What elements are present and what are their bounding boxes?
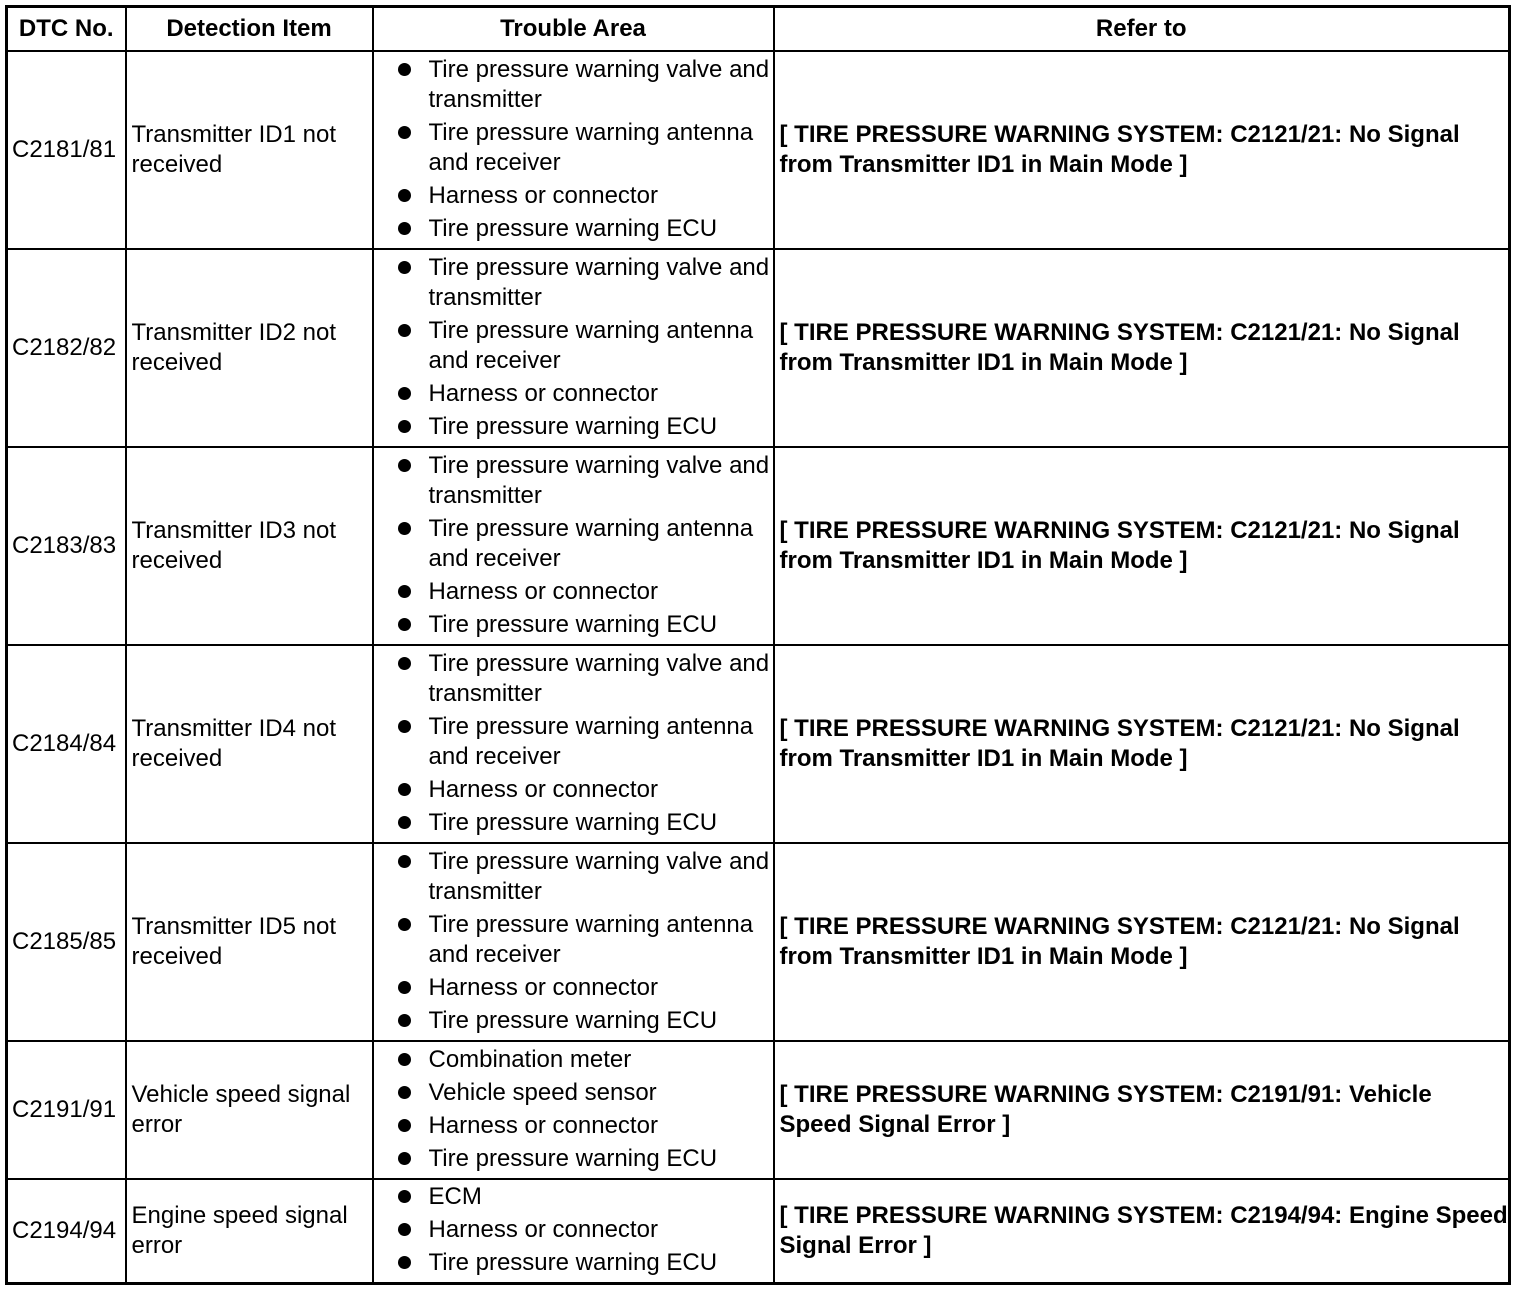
trouble-area-text: Tire pressure warning ECU (428, 610, 718, 638)
trouble-area-item (374, 55, 773, 115)
bullet-icon (398, 618, 411, 631)
trouble-area-text: Harness or connector (428, 775, 658, 803)
bullet-icon (398, 855, 411, 868)
dtc-table (5, 5, 1511, 1285)
table-row (7, 447, 1510, 645)
trouble-area (373, 1041, 774, 1179)
trouble-area-text: Tire pressure warning ECU (428, 214, 718, 242)
dtc-code: C2181/81 (7, 51, 126, 249)
bullet-icon (398, 189, 411, 202)
trouble-area-text: Tire pressure warning antenna and receiver (428, 316, 754, 374)
trouble-area-list (374, 649, 773, 838)
trouble-area-item (374, 1215, 773, 1245)
bullet-icon (398, 459, 411, 472)
bullet-icon (398, 657, 411, 670)
trouble-area-text: Tire pressure warning antenna and receiver (428, 712, 754, 770)
trouble-area-item (374, 649, 773, 709)
trouble-area-text: Tire pressure warning ECU (428, 1249, 718, 1276)
detection-item: Engine speed signal error (126, 1179, 373, 1284)
dtc-code: C2182/82 (7, 249, 126, 447)
trouble-area-item (374, 577, 773, 607)
refer-to-link[interactable]: [ TIRE PRESSURE WARNING SYSTEM: C2121/21: No Signal from Transmitter ID1 in Main Mode ] (774, 249, 1510, 447)
detection-item: Transmitter ID1 not received (126, 51, 373, 249)
trouble-area-item (374, 910, 773, 970)
trouble-area-item (374, 316, 773, 376)
bullet-icon (398, 261, 411, 274)
trouble-area-item (374, 1111, 773, 1141)
header-detection-item: Detection Item (126, 7, 373, 52)
trouble-area (373, 51, 774, 249)
trouble-area-item (374, 412, 773, 442)
header-trouble-area: Trouble Area (373, 7, 774, 52)
trouble-area-text: Harness or connector (428, 973, 658, 1001)
table-row (7, 1179, 1510, 1284)
trouble-area-text: Tire pressure warning valve and transmitter (428, 55, 770, 113)
table-row (7, 249, 1510, 447)
trouble-area-item (374, 1045, 773, 1075)
refer-to-link[interactable]: [ TIRE PRESSURE WARNING SYSTEM: C2121/21: No Signal from Transmitter ID1 in Main Mode ] (774, 447, 1510, 645)
refer-to-link[interactable]: [ TIRE PRESSURE WARNING SYSTEM: C2121/21: No Signal from Transmitter ID1 in Main Mode ] (774, 645, 1510, 843)
table-row (7, 51, 1510, 249)
header-row (7, 7, 1510, 52)
table-row (7, 645, 1510, 843)
trouble-area-item (374, 253, 773, 313)
bullet-icon (398, 1152, 411, 1165)
dtc-code: C2191/91 (7, 1041, 126, 1179)
bullet-icon (398, 522, 411, 535)
trouble-area-item (374, 1182, 773, 1212)
trouble-area (373, 249, 774, 447)
trouble-area-text: Tire pressure warning antenna and receiver (428, 514, 754, 572)
header-refer-to: Refer to (774, 7, 1510, 52)
trouble-area-text: Tire pressure warning ECU (428, 808, 718, 836)
trouble-area-text: Harness or connector (428, 1111, 658, 1139)
trouble-area (373, 645, 774, 843)
trouble-area-list (374, 55, 773, 244)
dtc-code: C2194/94 (7, 1179, 126, 1284)
bullet-icon (398, 324, 411, 337)
trouble-area-item (374, 1078, 773, 1108)
detection-item: Transmitter ID3 not received (126, 447, 373, 645)
refer-to-link[interactable]: [ TIRE PRESSURE WARNING SYSTEM: C2191/91: Vehicle Speed Signal Error ] (774, 1041, 1510, 1179)
bullet-icon (398, 918, 411, 931)
bullet-icon (398, 585, 411, 598)
trouble-area-text: Tire pressure warning ECU (428, 1144, 718, 1172)
trouble-area-item (374, 214, 773, 244)
bullet-icon (398, 720, 411, 733)
bullet-icon (398, 1053, 411, 1066)
trouble-area (373, 447, 774, 645)
bullet-icon (398, 387, 411, 400)
detection-item: Transmitter ID4 not received (126, 645, 373, 843)
trouble-area-item (374, 712, 773, 772)
trouble-area-list (374, 1045, 773, 1174)
trouble-area (373, 1179, 774, 1284)
trouble-area-text: Harness or connector (428, 577, 658, 605)
bullet-icon (398, 420, 411, 433)
bullet-icon (398, 1190, 411, 1203)
table-row (7, 1041, 1510, 1179)
trouble-area-text: Tire pressure warning valve and transmitter (428, 649, 770, 707)
trouble-area-list (374, 253, 773, 442)
refer-to-link[interactable]: [ TIRE PRESSURE WARNING SYSTEM: C2121/21: No Signal from Transmitter ID1 in Main Mode ] (774, 843, 1510, 1041)
table-body (7, 51, 1510, 1284)
trouble-area-item (374, 610, 773, 640)
bullet-icon (398, 981, 411, 994)
bullet-icon (398, 126, 411, 139)
detection-item: Transmitter ID2 not received (126, 249, 373, 447)
trouble-area-text: Vehicle speed sensor (428, 1078, 657, 1106)
detection-item: Vehicle speed signal error (126, 1041, 373, 1179)
trouble-area-item (374, 1248, 773, 1278)
refer-to-link[interactable]: [ TIRE PRESSURE WARNING SYSTEM: C2121/21: No Signal from Transmitter ID1 in Main Mode ] (774, 51, 1510, 249)
trouble-area-text: Tire pressure warning ECU (428, 412, 718, 440)
trouble-area-list (374, 847, 773, 1036)
trouble-area-list (374, 451, 773, 640)
trouble-area-text: Tire pressure warning valve and transmitter (428, 847, 770, 905)
trouble-area-item (374, 775, 773, 805)
trouble-area-item (374, 118, 773, 178)
trouble-area-text: Harness or connector (428, 181, 658, 209)
trouble-area-text: Tire pressure warning antenna and receiver (428, 910, 754, 968)
trouble-area-item (374, 973, 773, 1003)
trouble-area-text: Tire pressure warning valve and transmitter (428, 253, 770, 311)
bullet-icon (398, 816, 411, 829)
bullet-icon (398, 222, 411, 235)
trouble-area-item (374, 451, 773, 511)
bullet-icon (398, 1256, 411, 1269)
bullet-icon (398, 63, 411, 76)
bullet-icon (398, 1086, 411, 1099)
trouble-area (373, 843, 774, 1041)
dtc-code: C2185/85 (7, 843, 126, 1041)
dtc-code: C2183/83 (7, 447, 126, 645)
trouble-area-item (374, 514, 773, 574)
trouble-area-text: Tire pressure warning ECU (428, 1006, 718, 1034)
refer-to-link[interactable]: [ TIRE PRESSURE WARNING SYSTEM: C2194/94: Engine Speed Signal Error ] (774, 1179, 1510, 1284)
table-row (7, 843, 1510, 1041)
trouble-area-text: Tire pressure warning valve and transmitter (428, 451, 770, 509)
bullet-icon (398, 1119, 411, 1132)
bullet-icon (398, 1223, 411, 1236)
bullet-icon (398, 1014, 411, 1027)
header-dtc-no: DTC No. (7, 7, 126, 52)
trouble-area-item (374, 181, 773, 211)
bullet-icon (398, 783, 411, 796)
trouble-area-text: Tire pressure warning antenna and receiver (428, 118, 754, 176)
trouble-area-item (374, 808, 773, 838)
trouble-area-text: ECM (428, 1183, 482, 1210)
trouble-area-item (374, 847, 773, 907)
trouble-area-text: Combination meter (428, 1045, 632, 1073)
trouble-area-text: Harness or connector (428, 1216, 658, 1243)
trouble-area-list (374, 1182, 773, 1278)
detection-item: Transmitter ID5 not received (126, 843, 373, 1041)
dtc-code: C2184/84 (7, 645, 126, 843)
table-header (7, 7, 1510, 52)
trouble-area-text: Harness or connector (428, 379, 658, 407)
trouble-area-item (374, 1006, 773, 1036)
trouble-area-item (374, 379, 773, 409)
trouble-area-item (374, 1144, 773, 1174)
